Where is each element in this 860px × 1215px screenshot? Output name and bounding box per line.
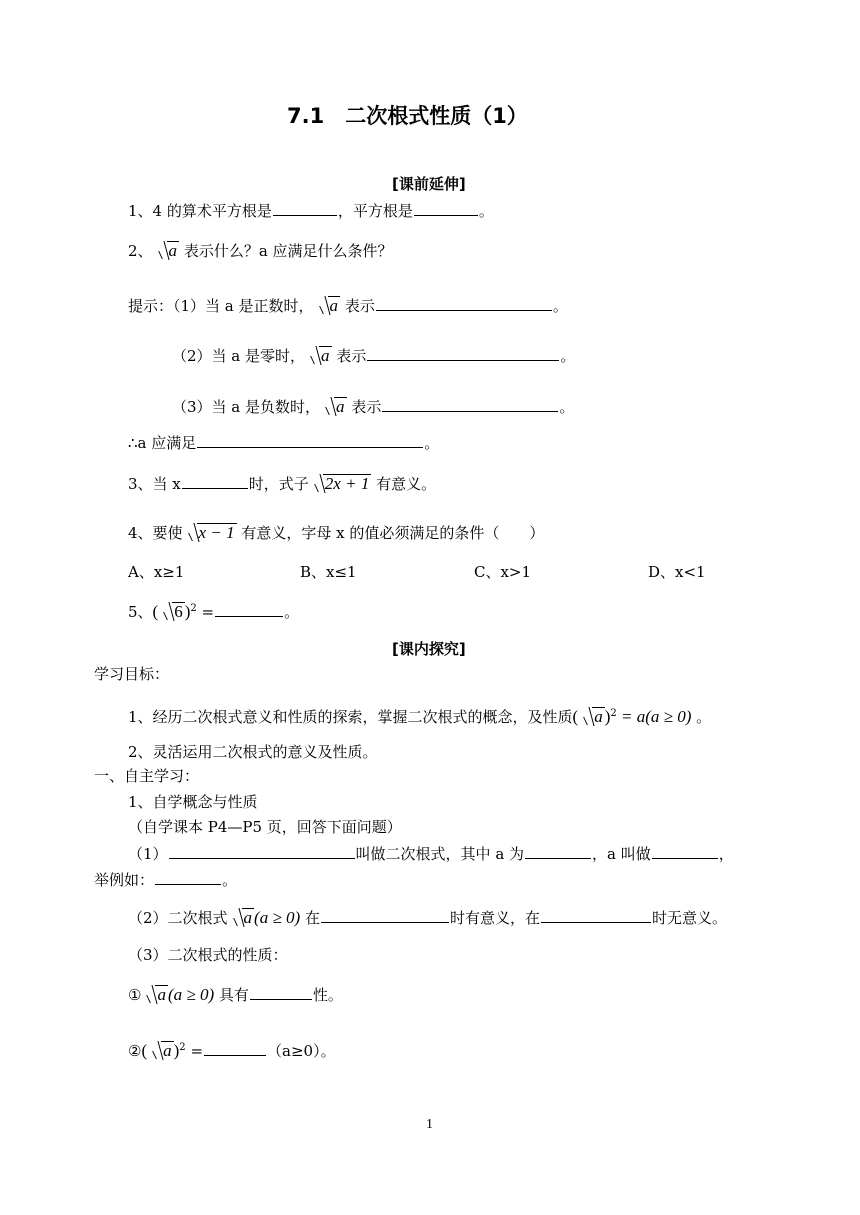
part-2: （2）二次根式 a (a ≥ 0) 在 时有意义，在 时无意义。 — [128, 908, 728, 927]
answer-blank[interactable] — [414, 200, 478, 216]
section-heading-pre: [课前延伸] — [392, 175, 466, 193]
answer-blank[interactable] — [169, 843, 355, 859]
answer-blank[interactable] — [321, 907, 449, 923]
answer-blank[interactable] — [250, 984, 312, 1000]
option-a[interactable]: A、x≥1 — [128, 563, 185, 581]
question-1: 1、4 的算术平方根是 ，平方根是 。 — [128, 202, 494, 220]
goal-2: 2、灵活运用二次根式的意义及性质。 — [128, 743, 378, 761]
sqrt-symbol: a — [230, 908, 255, 928]
answer-blank[interactable] — [204, 1040, 266, 1056]
sqrt-symbol: 2x + 1 — [311, 474, 372, 494]
goals-label: 学习目标： — [94, 665, 170, 683]
answer-blank[interactable] — [182, 473, 248, 489]
answer-blank[interactable] — [652, 843, 718, 859]
question-3: 3、当 x 时，式子 2x + 1 有意义。 — [128, 474, 437, 493]
sqrt-symbol: a — [307, 346, 332, 366]
sqrt-symbol: x − 1 — [185, 523, 237, 543]
sqrt-symbol: a — [143, 985, 168, 1005]
answer-blank[interactable] — [215, 601, 283, 617]
goal-1: 1、经历二次根式意义和性质的探索，掌握二次根式的概念，及性质( a )$^2$ = a(a ≥ 0) 。 — [128, 707, 712, 726]
property-2: ②( a )$^2$ = （a≥0）。 — [128, 1041, 336, 1060]
subsection-1-note: （自学课本 P4—P5 页，回答下面问题） — [128, 818, 402, 836]
therefore-line: ∴a 应满足 。 — [128, 434, 440, 452]
sqrt-symbol: a — [580, 707, 605, 727]
subsection-1-title: 1、自学概念与性质 — [128, 793, 258, 811]
sqrt-symbol: a — [155, 241, 180, 261]
sqrt-symbol: a — [149, 1041, 174, 1061]
answer-blank[interactable] — [525, 843, 591, 859]
property-1: ① a (a ≥ 0) 具有 性。 — [128, 985, 343, 1004]
sqrt-symbol: a — [316, 296, 341, 316]
question-4: 4、要使 x − 1 有意义，字母 x 的值必须满足的条件（ ） — [128, 523, 545, 542]
answer-blank[interactable] — [197, 432, 423, 448]
hint-2: （2）当 a 是零时， a 表示 。 — [172, 346, 576, 365]
question-5: 5、( 6 )$^2$ = 。 — [128, 602, 300, 621]
question-2: 2、 a 表示什么？a 应满足什么条件？ — [128, 241, 393, 260]
answer-blank[interactable] — [541, 907, 651, 923]
answer-blank[interactable] — [155, 869, 221, 885]
answer-blank[interactable] — [382, 396, 558, 412]
part-1-line-2: 举例如： 。 — [94, 871, 238, 889]
section-heading-inclass: [课内探究] — [392, 640, 466, 658]
sqrt-symbol: 6 — [160, 602, 185, 622]
part-1-line-1: （1） 叫做二次根式，其中 a 为 ，a 叫做 ， — [128, 845, 734, 863]
option-c[interactable]: C、x>1 — [474, 563, 532, 581]
answer-blank[interactable] — [376, 295, 552, 311]
page-number: 1 — [426, 1117, 433, 1132]
part-3: （3）二次根式的性质： — [128, 946, 288, 964]
answer-blank[interactable] — [367, 345, 559, 361]
page-title: 7.1 二次根式性质（1） — [287, 104, 528, 128]
sqrt-symbol: a — [322, 397, 347, 417]
answer-blank[interactable] — [273, 200, 337, 216]
option-b[interactable]: B、x≤1 — [300, 563, 357, 581]
hint-3: （3）当 a 是负数时， a 表示 。 — [172, 397, 575, 416]
section-1-title: 一、自主学习： — [94, 767, 200, 785]
hint-1: 提示：（1）当 a 是正数时， a 表示 。 — [128, 296, 568, 315]
option-d[interactable]: D、x<1 — [648, 563, 706, 581]
